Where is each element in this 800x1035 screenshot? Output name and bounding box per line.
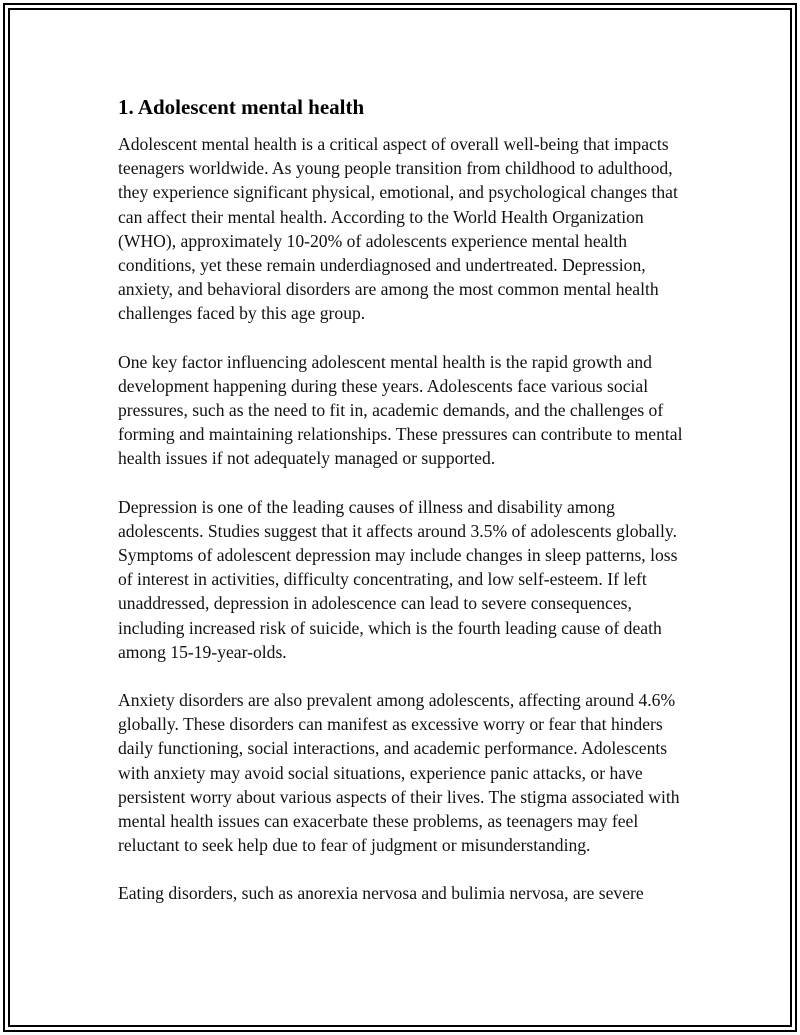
document-body	[118, 94, 688, 930]
paragraph-5: Eating disorders, such as anorexia nervosa and bulimia nervosa, are severe	[118, 883, 644, 904]
paragraph-2: One key factor influencing adolescent mental health is the rapid growth and development happening during these years. Adolescents face various social pressures, such as the need to fit in, academic demands, and the challenges of forming and maintaining relationships. These pressures can contribute to mental health issues if not adequately managed or supported.	[118, 351, 683, 469]
section-heading: 1. Adolescent mental health	[118, 95, 365, 119]
paragraph-1: Adolescent mental health is a critical aspect of overall well-being that impacts teenagers worldwide. As young people transition from childhood to adulthood, they experience significant physical, emotional, and psychological changes that can affect their mental health. According to the World Health Organization (WHO), approximately 10-20% of adolescents experience mental health conditions, yet these remain underdiagnosed and undertreated. Depression, anxiety, and behavioral disorders are among the most common mental health challenges faced by this age group.	[118, 134, 678, 324]
paragraph-3: Depression is one of the leading causes of illness and disability among adolescents. Studies suggest that it affects around 3.5% of adolescents globally. Symptoms of adolescent depression may include changes in sleep patterns, loss of interest in activities, difficulty concentrating, and low self-esteem. If left unaddressed, depression in adolescence can lead to severe consequences, including increased risk of suicide, which is the fourth leading cause of death among 15-19-year-olds.	[118, 496, 678, 662]
paragraph-4: Anxiety disorders are also prevalent among adolescents, affecting around 4.6% globally. These disorders can manifest as excessive worry or fear that hinders daily functioning, social interactions, and academic performance. Adolescents with anxiety may avoid social situations, experience panic attacks, or have persistent worry about various aspects of their lives. The stigma associated with mental health issues can exacerbate these problems, as teenagers may feel reluctant to seek help due to fear of judgment or misunderstanding.	[118, 690, 680, 856]
